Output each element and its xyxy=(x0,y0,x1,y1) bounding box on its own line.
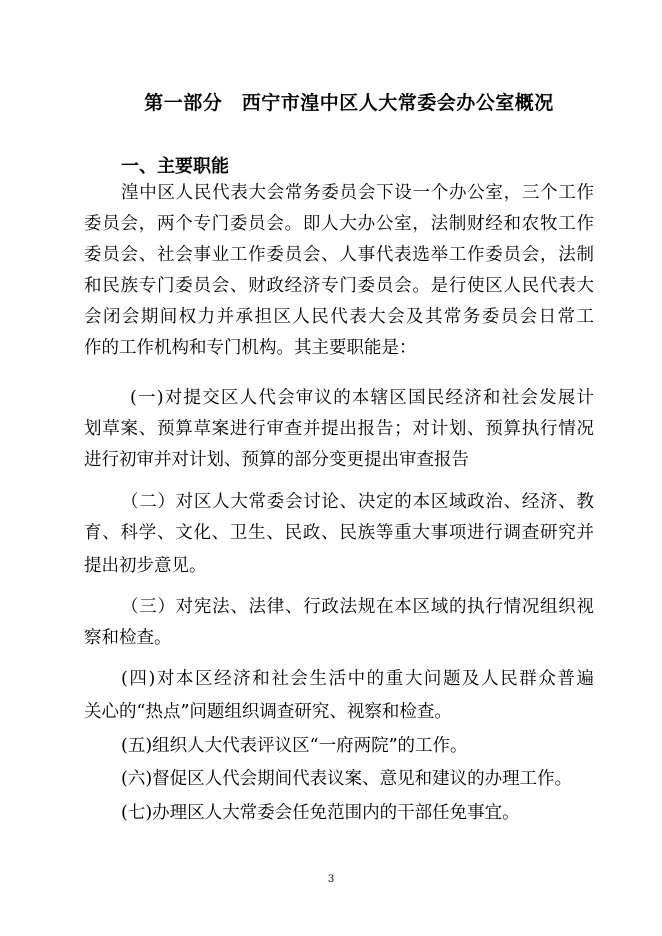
section-heading: 一、主要职能 xyxy=(121,156,229,177)
paragraph-line: 察和检查。 xyxy=(84,628,172,648)
paragraph-line: (一)对提交区人代会审议的本辖区国民经济和社会发展计 xyxy=(130,388,594,408)
page-title: 第一部分 西宁市湟中区人大常委会办公室概况 xyxy=(144,92,554,114)
paragraph-line: 作的工作机构和专门机构。其主要职能是： xyxy=(84,338,417,358)
paragraph-line: 委员会、社会事业工作委员会、人事代表选举工作委员会，法制 xyxy=(84,245,594,265)
paragraph-line: 会闭会期间权力并承担区人民代表大会及其常务委员会日常工 xyxy=(84,307,594,327)
paragraph-line: 划草案、预算草案进行审查并提出报告；对计划、预算执行情况 xyxy=(84,419,594,439)
paragraph-line: （二）对区人大常委会讨论、决定的本区域政治、经济、教 xyxy=(121,492,594,512)
paragraph-line: (七)办理区人大常委会任免范围内的干部任免事宜。 xyxy=(121,803,520,823)
paragraph-line: 育、科学、文化、卫生、民政、民族等重大事项进行调查研究并 xyxy=(84,523,594,543)
paragraph-line: (六)督促区人代会期间代表议案、意见和建议的办理工作。 xyxy=(121,769,573,789)
paragraph-line: （三）对宪法、法律、行政法规在本区域的执行情况组织视 xyxy=(121,597,594,617)
paragraph-line: (五)组织人大代表评议区“一府两院”的工作。 xyxy=(121,736,468,756)
paragraph-line: 关心的“热点”问题组织调查研究、视察和检查。 xyxy=(84,702,452,722)
paragraph-line: 进行初审并对计划、预算的部分变更提出审查报告 xyxy=(84,450,469,470)
paragraph-line: 提出初步意见。 xyxy=(84,556,207,576)
page-number: 3 xyxy=(327,874,335,885)
paragraph-line: 和民族专门委员会、财政经济专门委员会。是行使区人民代表大 xyxy=(84,276,594,296)
paragraph-line: 委员会，两个专门委员会。即人大办公室，法制财经和农牧工作 xyxy=(84,214,594,234)
paragraph-line: 湟中区人民代表大会常务委员会下设一个办公室，三个工作 xyxy=(121,183,594,203)
paragraph-line: (四)对本区经济和社会生活中的重大问题及人民群众普遍 xyxy=(121,669,594,689)
